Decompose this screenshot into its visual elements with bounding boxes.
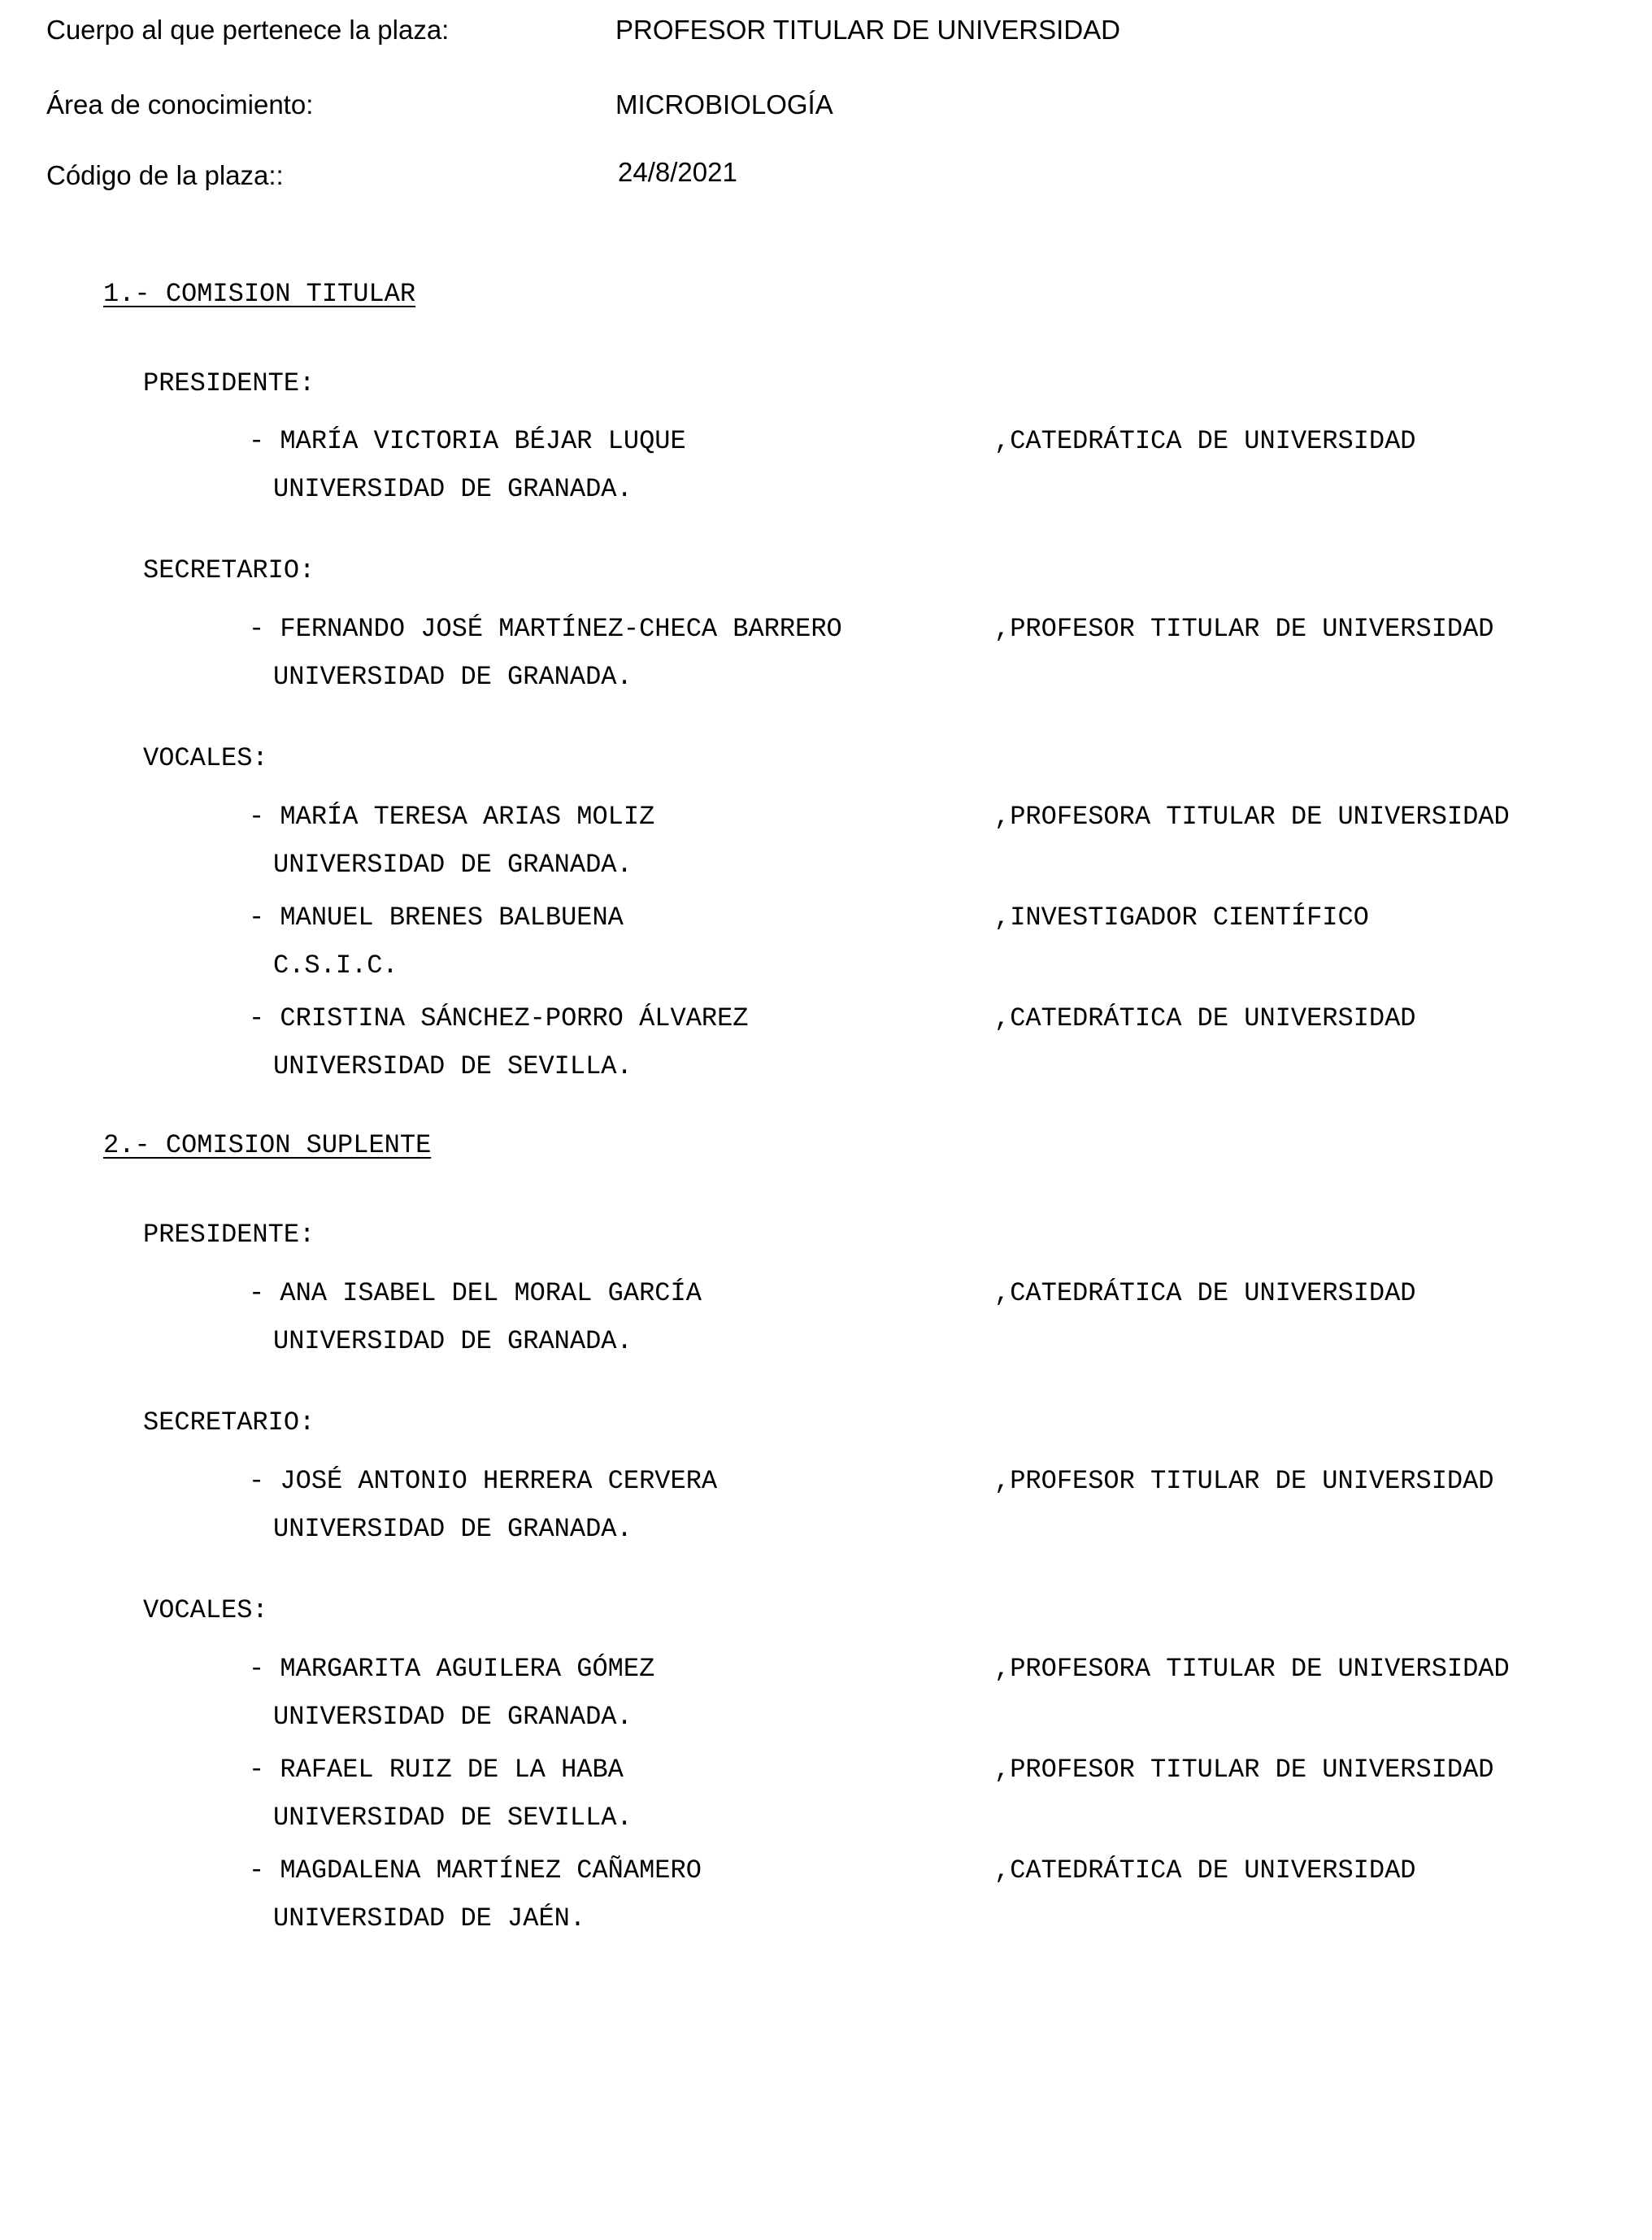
- member-institution: UNIVERSIDAD DE SEVILLA.: [273, 1803, 633, 1833]
- member-name: - CRISTINA SÁNCHEZ-PORRO ÁLVAREZ: [249, 1003, 749, 1033]
- member-category: ,PROFESOR TITULAR DE UNIVERSIDAD: [994, 1755, 1494, 1785]
- role-vocales: VOCALES:: [143, 1595, 268, 1625]
- member-name: - FERNANDO JOSÉ MARTÍNEZ-CHECA BARRERO: [249, 614, 842, 644]
- member-name: - MARÍA VICTORIA BÉJAR LUQUE: [249, 426, 686, 456]
- role-presidente: PRESIDENTE:: [143, 368, 315, 398]
- member-category: ,PROFESOR TITULAR DE UNIVERSIDAD: [994, 1466, 1494, 1496]
- member-institution: UNIVERSIDAD DE JAÉN.: [273, 1903, 586, 1933]
- member-category: ,PROFESOR TITULAR DE UNIVERSIDAD: [994, 614, 1494, 644]
- member-category: ,INVESTIGADOR CIENTÍFICO: [994, 903, 1369, 933]
- header-label: Área de conocimiento:: [46, 89, 314, 120]
- section-title-suplente: 2.- COMISION SUPLENTE: [103, 1130, 432, 1160]
- member-category: ,PROFESORA TITULAR DE UNIVERSIDAD: [994, 1654, 1510, 1684]
- role-secretario: SECRETARIO:: [143, 1407, 315, 1438]
- member-name: - MANUEL BRENES BALBUENA: [249, 903, 624, 933]
- member-category: ,CATEDRÁTICA DE UNIVERSIDAD: [994, 1855, 1416, 1886]
- section-title-titular: 1.- COMISION TITULAR: [103, 279, 416, 309]
- member-category: ,CATEDRÁTICA DE UNIVERSIDAD: [994, 426, 1416, 456]
- header-row-codigo: [0, 155, 1652, 196]
- member-institution: UNIVERSIDAD DE GRANADA.: [273, 474, 633, 504]
- header-value: PROFESOR TITULAR DE UNIVERSIDAD: [615, 15, 1120, 45]
- member-name: - ANA ISABEL DEL MORAL GARCÍA: [249, 1278, 702, 1308]
- member-institution: UNIVERSIDAD DE GRANADA.: [273, 662, 633, 692]
- member-institution: UNIVERSIDAD DE GRANADA.: [273, 1326, 633, 1356]
- member-institution: UNIVERSIDAD DE GRANADA.: [273, 1514, 633, 1544]
- member-institution: UNIVERSIDAD DE GRANADA.: [273, 1702, 633, 1732]
- member-category: ,CATEDRÁTICA DE UNIVERSIDAD: [994, 1278, 1416, 1308]
- header-row-area: [0, 85, 1652, 125]
- member-name: - MARGARITA AGUILERA GÓMEZ: [249, 1654, 655, 1684]
- member-institution: C.S.I.C.: [273, 950, 398, 981]
- header-row-cuerpo: [0, 10, 1652, 50]
- role-presidente: PRESIDENTE:: [143, 1220, 315, 1250]
- role-secretario: SECRETARIO:: [143, 555, 315, 585]
- member-name: - MAGDALENA MARTÍNEZ CAÑAMERO: [249, 1855, 702, 1886]
- member-category: ,CATEDRÁTICA DE UNIVERSIDAD: [994, 1003, 1416, 1033]
- role-vocales: VOCALES:: [143, 743, 268, 773]
- member-institution: UNIVERSIDAD DE SEVILLA.: [273, 1051, 633, 1081]
- member-name: - JOSÉ ANTONIO HERRERA CERVERA: [249, 1466, 718, 1496]
- header-value: MICROBIOLOGÍA: [615, 89, 833, 120]
- header-value: 24/8/2021: [618, 157, 737, 187]
- member-category: ,PROFESORA TITULAR DE UNIVERSIDAD: [994, 802, 1510, 832]
- header-label: Código de la plaza::: [46, 160, 284, 190]
- header-label: Cuerpo al que pertenece la plaza:: [46, 15, 450, 45]
- member-name: - RAFAEL RUIZ DE LA HABA: [249, 1755, 624, 1785]
- member-institution: UNIVERSIDAD DE GRANADA.: [273, 850, 633, 880]
- member-name: - MARÍA TERESA ARIAS MOLIZ: [249, 802, 655, 832]
